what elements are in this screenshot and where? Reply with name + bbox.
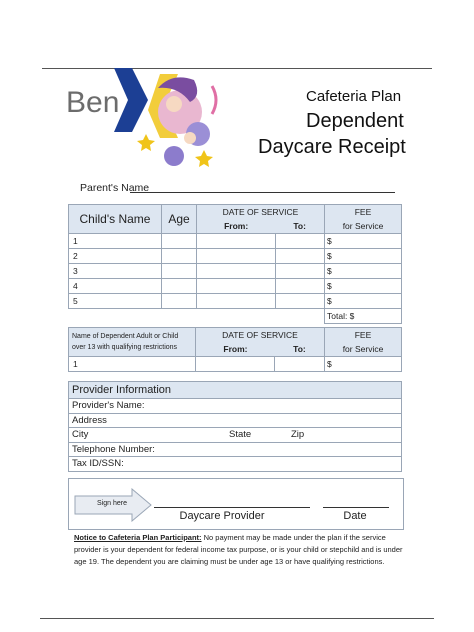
- city-state-zip-field[interactable]: City State Zip: [69, 428, 402, 443]
- benx-logo: [62, 66, 222, 178]
- notice-body: No payment may be made under the plan if the service provider is your dependent for federal income tax purpose, or is your child or stepchild and is under age 19. The dependent you are claiming must be under age 13 or have qualifying restrictions.: [74, 533, 403, 566]
- col-fee-2: FEE: [325, 328, 402, 343]
- table-row[interactable]: 2 $: [69, 249, 402, 264]
- table-row[interactable]: 1 $: [69, 357, 402, 372]
- parent-name-label: Parent's Name: [80, 182, 150, 194]
- date-label: Date: [343, 510, 367, 522]
- table-row[interactable]: 5 $: [69, 294, 402, 309]
- col-from-2: From:: [196, 342, 275, 357]
- provider-info-title: Provider Information: [69, 382, 402, 399]
- total-field[interactable]: Total: $: [325, 309, 402, 324]
- col-childs-name: Child's Name: [69, 205, 162, 234]
- header-daycare-receipt: Daycare Receipt: [258, 136, 406, 158]
- col-fee: FEE: [325, 205, 402, 220]
- date-signature-line[interactable]: [323, 507, 389, 508]
- address-field[interactable]: Address: [69, 413, 402, 428]
- zip-label: Zip: [291, 429, 305, 441]
- table-row[interactable]: 4 $: [69, 279, 402, 294]
- table-row[interactable]: 1 $: [69, 234, 402, 249]
- child-service-table: [68, 204, 402, 324]
- state-label: State: [229, 429, 252, 441]
- col-for-service-2: for Service: [325, 342, 402, 357]
- logo-text: Ben: [66, 86, 120, 119]
- notice-title: Notice to Cafeteria Plan Participant:: [74, 533, 202, 542]
- col-date-of-service-2: DATE OF SERVICE: [196, 328, 325, 343]
- provider-name-field[interactable]: Provider's Name:: [69, 399, 402, 414]
- header-dependent: Dependent: [306, 110, 404, 132]
- col-for-service: for Service: [325, 219, 402, 234]
- col-to-2: To:: [275, 342, 325, 357]
- provider-info-table: [68, 381, 402, 472]
- adult-dependent-table: [68, 327, 402, 372]
- taxid-field[interactable]: Tax ID/SSN:: [69, 457, 402, 472]
- provider-signature-line[interactable]: [154, 507, 310, 508]
- participant-notice: [74, 532, 404, 568]
- col-dependent-name: Name of Dependent Adult or Child over 13 with qualifying restrictions: [69, 328, 196, 357]
- bottom-rule: [40, 618, 434, 619]
- total-row[interactable]: [69, 309, 402, 324]
- parent-name-field[interactable]: [80, 182, 395, 194]
- sign-here-label: Sign here: [97, 500, 127, 507]
- col-to: To:: [275, 219, 324, 234]
- col-age: Age: [162, 205, 197, 234]
- daycare-provider-label: Daycare Provider: [179, 510, 265, 522]
- telephone-field[interactable]: Telephone Number:: [69, 442, 402, 457]
- col-from: From:: [197, 219, 276, 234]
- col-date-of-service: DATE OF SERVICE: [197, 205, 325, 220]
- table-row[interactable]: 3 $: [69, 264, 402, 279]
- header-cafeteria-plan: Cafeteria Plan: [306, 88, 402, 105]
- parent-name-line: [130, 192, 395, 193]
